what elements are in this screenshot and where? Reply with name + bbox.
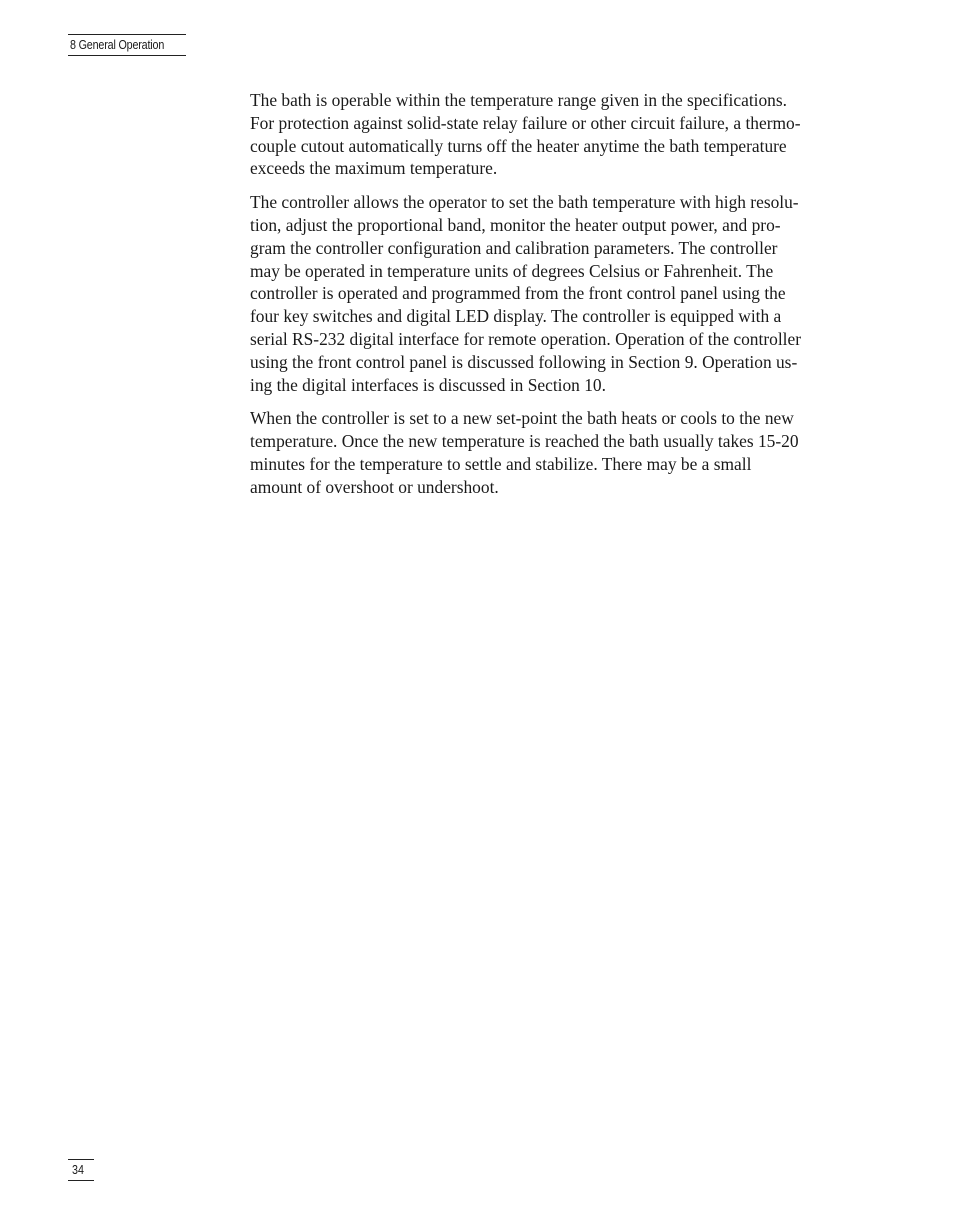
section-title: 8 General Operation: [70, 38, 165, 52]
page-number: 34: [72, 1163, 84, 1177]
paragraph-operating-range: The bath is operable within the temperature range given in the specifications. For protection against solid-state relay failure or other circuit failure, a thermo- couple cutout automatically turns off the heater anytime the bath temperature exceeds the maximum temperature.: [250, 90, 801, 179]
paragraph-controller-overview: The controller allows the operator to set the bath temperature with high resolu- tion, adjust the proportional band, monitor the heater output power, and pro- gram the controller configuration and calibration parameters. The controller may be operated in temperature units of degrees Celsius or Fahrenheit. The controller is operated and programmed from the front control panel using the four key switches and digital LED display. The controller is equipped with a serial RS-232 digital interface for remote operation. Operation of the controller using the front control panel is discussed following in Section 9. Operation us- ing the digital interfaces is discussed in Section 10.: [250, 192, 801, 395]
body-text: [250, 89, 862, 510]
paragraph-set-point-behavior: When the controller is set to a new set-point the bath heats or cools to the new temperature. Once the new temperature is reached the bath usually takes 15-20 minutes for the temperature to settle and stabilize. There may be a small amount of overshoot or undershoot.: [250, 408, 799, 497]
running-header: [68, 34, 186, 56]
page-footer: [68, 1159, 94, 1181]
